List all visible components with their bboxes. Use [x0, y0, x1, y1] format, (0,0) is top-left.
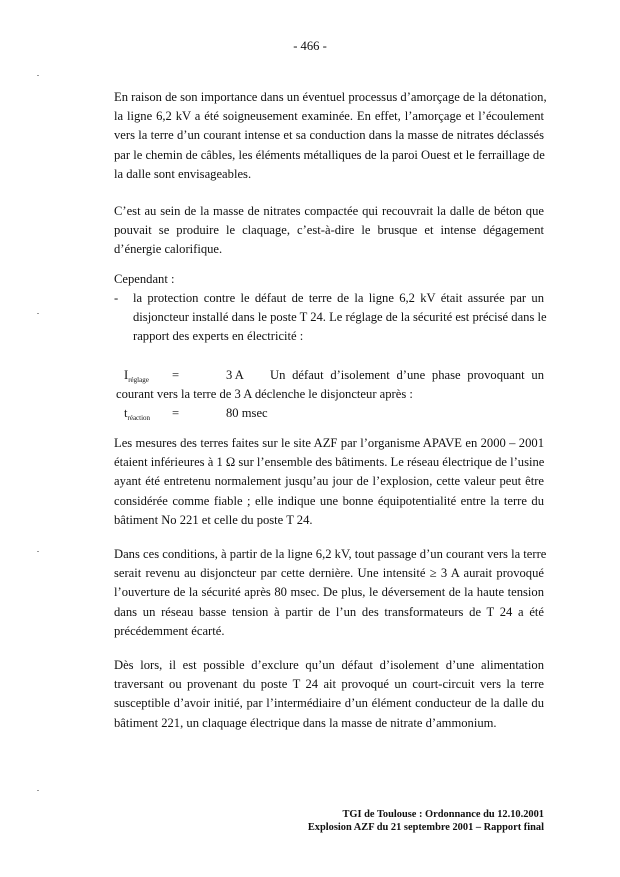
text-line: serait revenu au disjoncteur par cette dernière. Une intensité ≥ 3 A aurait provoqué [114, 566, 544, 581]
bullet-dash: - [114, 291, 119, 305]
footer-line-court: TGI de Toulouse : Ordonnance du 12.10.2001 [342, 809, 544, 820]
footer [308, 808, 544, 834]
paragraph-importance [114, 88, 547, 184]
formula-t-value: 80 msec [226, 406, 268, 420]
t-symbol: t [124, 406, 128, 420]
text-line: bâtiment 221, un claquage électrique dans la masse de nitrate d’ammonium. [114, 715, 497, 730]
paragraph-mesures [114, 434, 544, 530]
text-line: considérée comme fiable ; elle indique une bonne équipotentialité entre la terre du [114, 493, 544, 508]
margin-mark [37, 75, 39, 76]
formula-equals: = [172, 368, 180, 382]
text-line: Cependant : [114, 272, 175, 286]
text-line: par le chemin de câbles, les éléments métalliques de la paroi Ouest et le ferraillage de [114, 147, 545, 162]
text-line: étaient inférieures à 1 Ω sur l’ensemble des bâtiments. Le réseau électrique de l’usine [114, 455, 545, 470]
text-line: la ligne 6,2 kV a été soigneusement examinée. En effet, l’amorçage et l’écoulement [114, 109, 544, 124]
margin-mark [37, 790, 39, 791]
bullet-item-protection [133, 289, 547, 347]
text-line: Dans ces conditions, à partir de la ligne 6,2 kV, tout passage d’un courant vers la terre [114, 547, 547, 561]
page-number: - 466 - [293, 39, 327, 53]
text-line: bâtiment No 221 et celle du poste T 24. [114, 512, 313, 527]
text-line: l’ouverture de la sécurité après 80 msec. De plus, le déversement de la haute tension [114, 585, 544, 600]
cependant-heading [114, 270, 544, 289]
margin-mark [37, 551, 39, 552]
paragraph-claquage [114, 202, 544, 260]
text-line: dans un réseau basse tension à partir de l’un des transformateurs de T 24 a été [114, 604, 544, 619]
text-line: traversant ou provenant du poste T 24 ait provoqué un court-circuit vers la terre [114, 677, 544, 692]
formula-i-value: 3 A [226, 368, 244, 382]
formula-description: Un défaut d’isolement d’une phase provoquant un [270, 368, 544, 382]
i-subscript: réglage [128, 376, 149, 384]
paragraph-conclusion [114, 656, 544, 733]
footer-line-report: Explosion AZF du 21 septembre 2001 – Rapport final [307, 822, 544, 833]
text-line: d’énergie calorifique. [114, 242, 223, 257]
text-line: pouvait se produire le claquage, c’est-à-dire le brusque et intense dégagement [114, 223, 544, 238]
text-line: C’est au sein de la masse de nitrates compactée qui recouvrait la dalle de béton que [114, 204, 544, 218]
formula-t-symbol [124, 404, 150, 428]
text-line: Les mesures des terres faites sur le site AZF par l’organisme APAVE en 2000 – 2001 [114, 436, 544, 450]
text-line: disjoncteur installé dans le poste T 24. Le réglage de la sécurité est précisé dans le [133, 310, 547, 325]
text-line: rapport des experts en électricité : [133, 329, 304, 344]
formula-description-cont: courant vers la terre de 3 A déclenche le disjoncteur après : [116, 387, 413, 401]
paragraph-conditions [114, 545, 547, 641]
text-line: précédemment écarté. [114, 623, 225, 638]
text-line: vers la terre d’un courant intense et sa conduction dans la masse de nitrates déclassés [114, 128, 544, 143]
text-line: susceptible d’avoir initié, par l’intermédiaire d’un élément conducteur de la dalle du [114, 696, 544, 711]
t-subscript: réaction [127, 414, 151, 422]
text-line: la protection contre le défaut de terre de la ligne 6,2 kV était assurée par un [133, 291, 544, 305]
margin-mark [37, 313, 39, 314]
text-line: la dalle sont envisageables. [114, 166, 252, 181]
text-line: ayant été entretenu normalement jusqu’au jour de l’explosion, cette valeur peut être [114, 474, 544, 489]
formula-equals: = [172, 406, 180, 420]
text-line: Dès lors, il est possible d’exclure qu’un défaut d’isolement d’une alimentation [114, 658, 544, 672]
text-line: En raison de son importance dans un éventuel processus d’amorçage de la détonation, [114, 90, 547, 104]
i-symbol: I [124, 368, 129, 382]
